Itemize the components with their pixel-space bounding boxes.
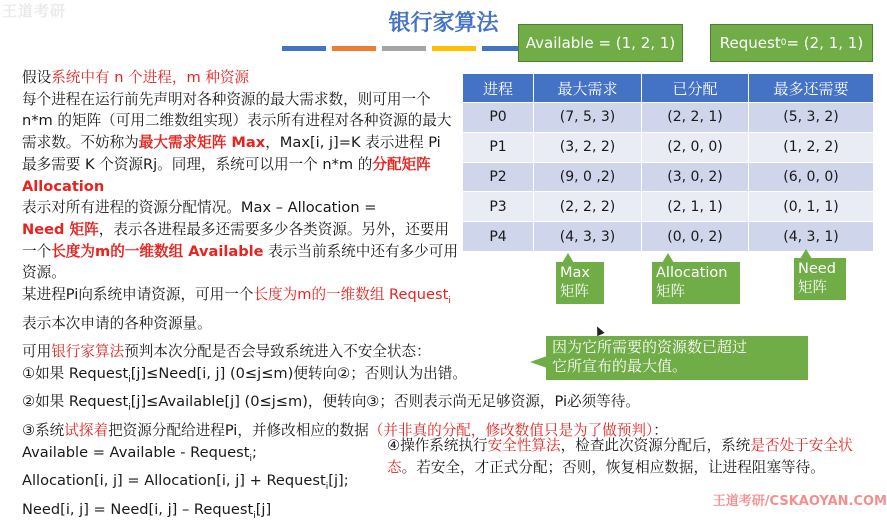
banker-matrix-table [462,73,874,252]
table-row [463,222,874,252]
table-cell: (4, 3, 1) [749,222,874,252]
table-cell: P4 [463,222,534,252]
need-label-line1: Need [798,261,836,277]
request-box [710,24,873,62]
intro-text: 表示对所有进程的资源分配情况。Max – Allocation = [22,199,377,217]
max-label-line2: 矩阵 [560,284,589,300]
allocation-label-pointer [662,253,674,263]
intro-text: ，Max[i, j]=K 表示进程 Pi 最多需要 K 个资源Rj。同理，系统可以用一个 n*m 的 [22,134,441,173]
available-array-term: 长度为m的一维数组 Available [51,242,264,260]
formula-text: Allocation[i, j] = Allocation[i, j] + Request [22,472,326,490]
step-text: 预判本次分配是否会导致系统进入不安全状态： [124,343,431,360]
intro-text: 假设 [22,69,52,86]
table-cell: (0, 1, 1) [749,192,874,222]
max-label-pointer [562,253,574,263]
step-sub: i [128,374,131,385]
table-cell: (6, 0, 0) [749,162,874,192]
step-4 [387,435,857,479]
step-2 [22,391,872,420]
page-title: 银行家算法 [388,11,499,36]
table-row [463,192,874,222]
step-text: 。若安全，才正式分配；否则，恢复相应数据，让进程阻塞等待。 [401,459,825,476]
table-cell: (4, 3, 3) [534,222,642,252]
intro-highlight: 系统中有 n 个进程，m 种资源 [51,69,250,86]
table-row [463,103,874,133]
table-cell: (2, 2, 1) [642,103,749,133]
step-text: ①如果 Request [22,364,129,382]
intro-text: 某进程Pi向系统申请资源，可用一个 [22,286,254,304]
intro-text: 每个进程在运行前先声明对各种资源的最大需求数，则可用一个 n*m 的矩阵（可用二维数组实现）表示所有进程对各种资源的最大需求数。不妨称为 [22,90,452,152]
step-text: 把资源分配给进程Pi，并修改相应的数据 [108,421,369,439]
col-header-allocation: 已分配 [642,74,749,103]
request-suffix: = (2, 1, 1) [786,34,864,52]
max-matrix-term: 最大需求矩阵 Max [138,134,266,152]
allocation-label-line1: Allocation [656,265,728,281]
col-header-max: 最大需求 [534,74,642,103]
step-text: ③系统 [22,421,65,439]
table-cell: (3, 2, 2) [534,132,642,162]
request-prefix: Request [719,34,781,52]
intro-text: 表示本次申请的各种资源量。 [22,314,212,332]
table-cell: P3 [463,192,534,222]
formula-text: Available = Available - Request [22,443,250,461]
allocation-matrix-term: 分配矩阵 Allocation [22,155,431,195]
table-cell: (5, 3, 2) [749,103,874,133]
steps-intro-line [22,341,872,363]
request-array-sub: i [448,295,451,306]
table-header-row [463,74,874,103]
table-cell: (9, 0 ,2) [534,162,642,192]
table-cell: (3, 0, 2) [642,162,749,192]
step-text: ： [653,421,668,439]
step-text: [j]≤Need[i, j] (0≤j≤m)便转向②；否则认为出错。 [130,364,467,382]
formula-text: [j]; [328,472,349,490]
step-sub: i [128,403,131,414]
intro-text: ，表示各进程最多还需要多少各类资源。另外，还要用一个 [22,220,449,260]
step-text: ②如果 Request [22,393,129,411]
table-cell: P0 [463,103,534,133]
table-cell: (7, 5, 3) [534,103,642,133]
table-cell: P2 [463,162,534,192]
request-array-term [253,286,451,306]
available-box: Available = (1, 2, 1) [518,24,683,62]
need-matrix-label [794,258,846,300]
request-array-text: 长度为m的一维数组 Request [253,286,449,304]
not-real-allocation-note: （并非真的分配，修改数值只是为了做预判） [368,421,654,439]
safety-algorithm-term: 安全性算法 [487,437,561,454]
formula-text: Need[i, j] = Need[i, j] – Request [22,500,254,518]
watermark-bottom: 王道考研/CSKAOYAN.COM [712,494,887,509]
step-text: 可用 [22,343,52,360]
step-text: [j]≤Available[j] (0≤j≤m)，便转向③；否则表示尚无足够资源，Pi必须等待。 [130,393,641,411]
table-row [463,162,874,192]
table-cell: (2, 1, 1) [642,192,749,222]
watermark-top: 王道考研 [2,2,67,20]
step-text: ，检查此次资源分配后，系统 [560,437,751,454]
tentative-term: 试探着 [64,421,109,439]
title-underline-bar-1 [282,46,326,51]
formula-sub: i [249,453,252,464]
safe-state-term: 是否处于安全状态 [387,437,853,476]
title-underline-bar-3 [382,46,426,51]
need-label-line2: 矩阵 [798,280,827,296]
max-matrix-label [556,262,604,304]
formula-text: ; [251,443,257,461]
formula-sub: i [325,482,329,493]
intro-text: 表示当前系统中还有多少可用资源。 [22,242,458,282]
col-header-need: 最多还需要 [749,74,874,103]
callout-line2: 它所宣布的最大值。 [552,357,688,375]
need-label-pointer [800,249,812,259]
callout-line1: 因为它所需要的资源数已超过 [552,338,748,356]
title-underline-bar-4 [432,46,476,51]
formula-text: [j] [255,500,272,518]
table-cell: (1, 2, 2) [749,132,874,162]
max-label-line1: Max [560,265,590,281]
request-sub: 0 [780,38,787,48]
title-underline-bar-2 [332,46,376,51]
step-1 [22,363,872,392]
mouse-cursor-icon [593,325,604,337]
bankers-algorithm-term: 银行家算法 [51,343,125,360]
step-text: ④操作系统执行 [387,437,488,454]
allocation-matrix-label [652,262,740,304]
intro-paragraph [22,67,459,334]
need-matrix-term: Need 矩阵 [22,220,99,238]
allocation-label-line2: 矩阵 [656,284,685,300]
col-header-process: 进程 [463,74,534,103]
table-row [463,132,874,162]
formula-sub: i [253,510,256,521]
table-cell: (2, 0, 0) [642,132,749,162]
table-cell: (2, 2, 2) [534,192,642,222]
table-cell: P1 [463,132,534,162]
table-cell: (0, 0, 2) [642,222,749,252]
